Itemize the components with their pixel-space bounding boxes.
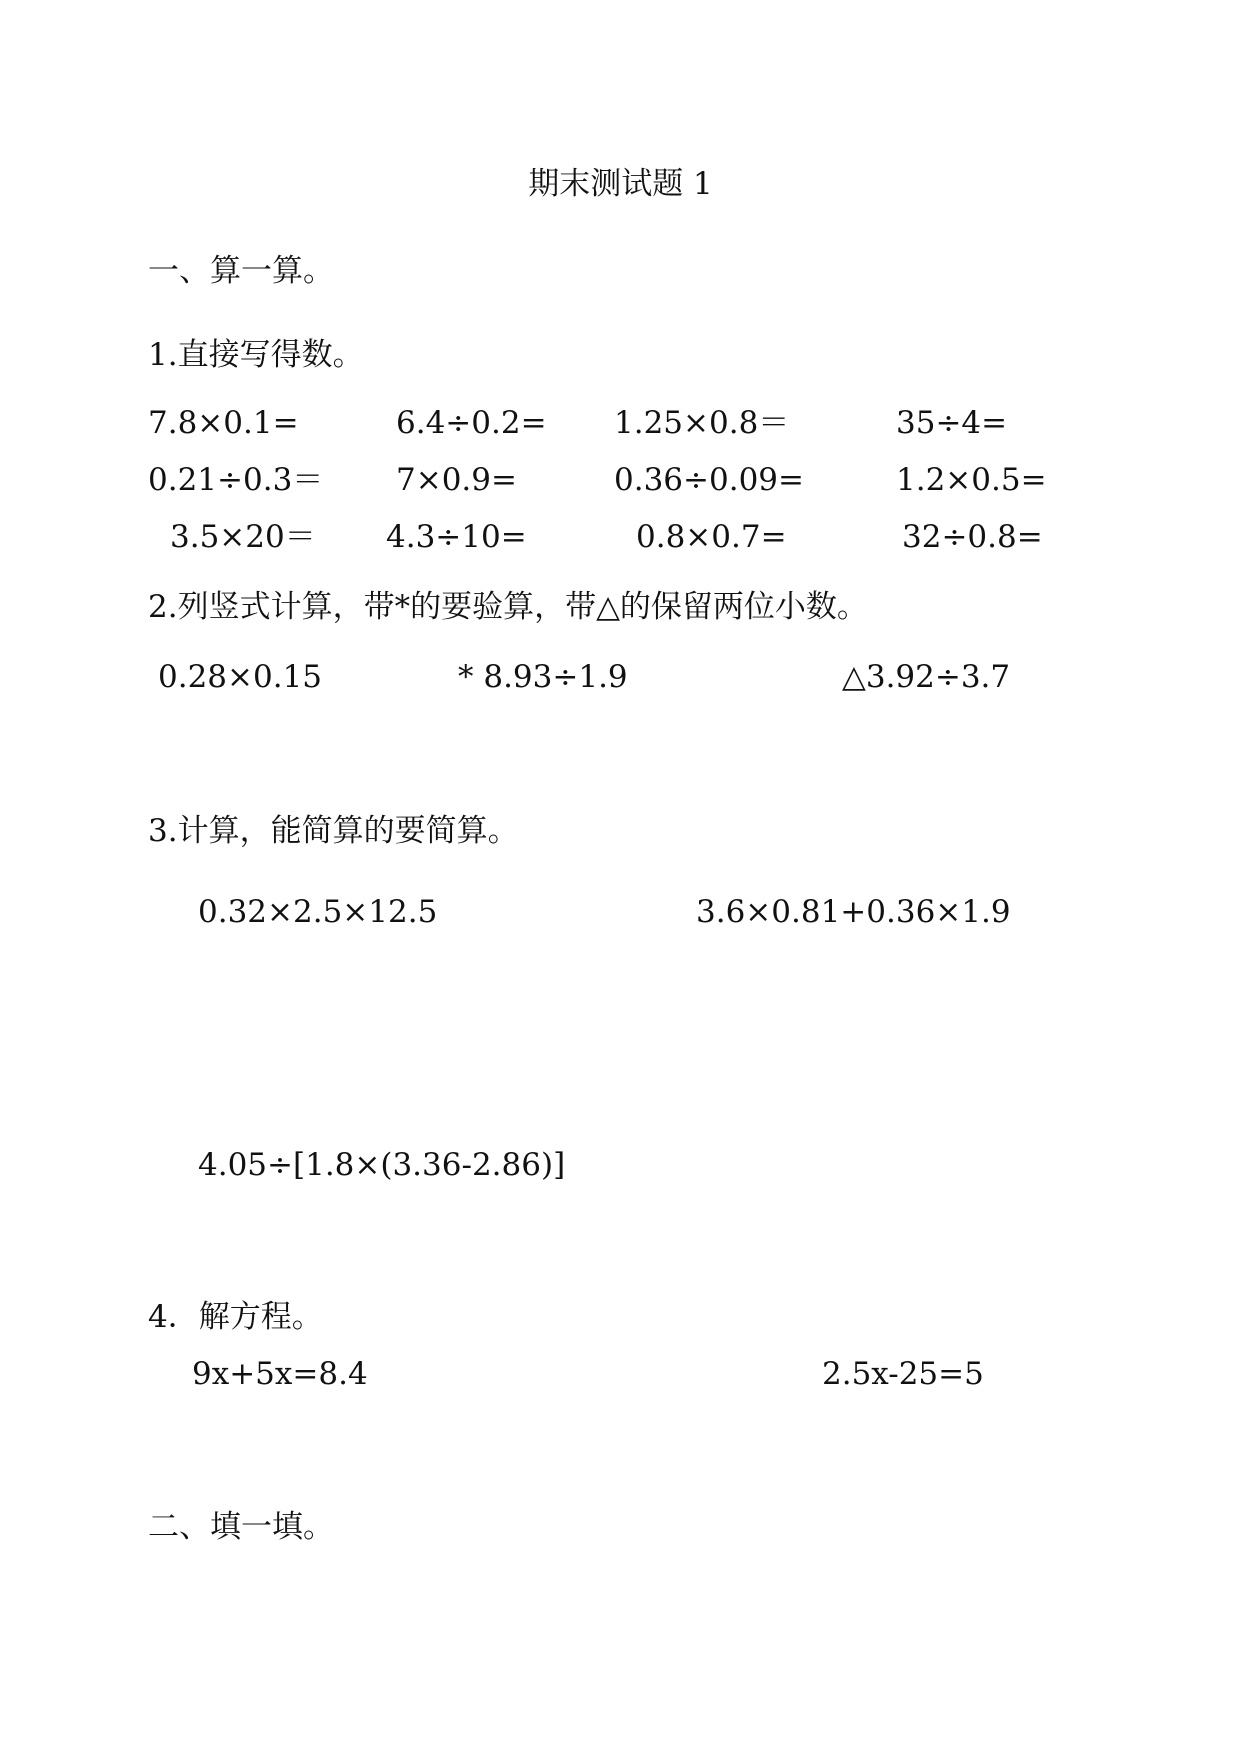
oral-item: 4.3÷10= [386,519,527,555]
oral-item: 0.21÷0.3＝ [148,462,324,498]
vertical-calc-item: 0.28×0.15 [158,659,323,695]
question-1-label: 1.直接写得数。 [148,337,364,373]
question-2-label: 2.列竖式计算，带*的要验算，带△的保留两位小数。 [148,589,868,625]
page-title: 期末测试题 1 [528,166,713,202]
section-heading-calculate: 一、算一算。 [148,253,334,289]
simplify-item: 0.32×2.5×12.5 [198,894,438,930]
oral-item: 3.5×20＝ [170,519,316,555]
equation-item: 2.5x-25=5 [822,1356,984,1392]
simplify-item: 4.05÷[1.8×(3.36-2.86)] [198,1147,566,1183]
question-3-label: 3.计算，能简算的要简算。 [148,813,519,849]
oral-item: 6.4÷0.2= [396,405,547,441]
oral-item: 0.8×0.7= [636,519,787,555]
oral-item: 32÷0.8= [902,519,1043,555]
oral-item: 7.8×0.1= [148,405,299,441]
section-heading-fill: 二、填一填。 [148,1509,334,1545]
question-4-label: 4．解方程。 [148,1299,323,1335]
simplify-item: 3.6×0.81+0.36×1.9 [696,894,1011,930]
oral-item: 35÷4= [896,405,1008,441]
equation-item: 9x+5x=8.4 [192,1356,368,1392]
vertical-calc-item: △3.92÷3.7 [842,659,1011,695]
oral-item: 7×0.9= [396,462,517,498]
oral-item: 1.2×0.5= [896,462,1047,498]
vertical-calc-item: * 8.93÷1.9 [458,659,628,695]
oral-item: 0.36÷0.09= [614,462,804,498]
oral-item: 1.25×0.8＝ [614,405,790,441]
